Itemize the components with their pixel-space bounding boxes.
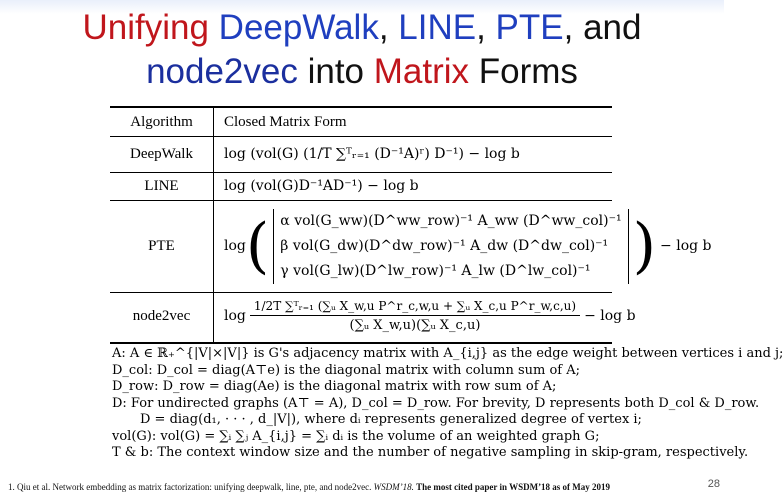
definition-item: T & b: The context window size and the number of negative sampling in skip-gram, respectively.	[112, 445, 749, 460]
citation-note: The most cited paper in WSDM’18 as of May 2019	[416, 482, 611, 492]
title-word: Matrix	[373, 52, 470, 91]
fraction-denominator: (∑ᵤ X_w,u)(∑ᵤ X_c,u)	[349, 318, 481, 333]
algorithm-name: LINE	[144, 177, 179, 194]
title-word: ,	[378, 8, 399, 47]
table-row-pte	[110, 200, 712, 293]
definition-item: D = diag(d₁, · · · , d_|V|), where dᵢ represents generalized degree of vertex i;	[140, 412, 642, 427]
table-row-line	[110, 172, 612, 201]
left-paren: (	[245, 211, 270, 281]
algorithm-name: node2vec	[132, 307, 191, 324]
title-word: , and	[563, 8, 642, 47]
definition-item: D: For undirected graphs (A⊤ = A), D_col = D_row. For brevity, D represents both D_col & D_row.	[112, 395, 760, 411]
closed-form-formula: log (vol(G) (1/T ∑ᵀᵣ₌₁ (D⁻¹A)ʳ) D⁻¹) − log b	[224, 146, 520, 162]
citation-footnote	[8, 481, 708, 493]
title-word: node2vec	[146, 52, 298, 91]
log-prefix: log	[224, 308, 246, 324]
title-word: Unifying	[82, 8, 219, 47]
table-row-node2vec	[110, 292, 636, 340]
title-word: PTE	[495, 8, 564, 47]
algorithm-name: PTE	[148, 237, 175, 254]
title-word: ,	[476, 8, 496, 47]
closed-form-formula	[224, 292, 636, 340]
fraction-numerator: 1/2T ∑ᵀᵣ₌₁ (∑ᵤ X_w,u P^r_c,w,u + ∑ᵤ X_c,u P^r_w,c,u)	[250, 299, 580, 316]
header-algorithm: Algorithm	[130, 113, 193, 130]
log-prefix: log	[224, 238, 246, 254]
matrix-line: β vol(G_dw)(D^dw_row)⁻¹ A_dw (D^dw_col)⁻¹	[280, 237, 609, 254]
title-word: into	[297, 52, 374, 91]
table-header-row	[110, 108, 612, 137]
closed-form-formula: log (vol(G)D⁻¹AD⁻¹) − log b	[224, 178, 419, 194]
matrix-forms-table	[110, 106, 712, 344]
definition-item: D_row: D_row = diag(Ae) is the diagonal matrix with row sum of A;	[112, 379, 557, 394]
definition-item: vol(G): vol(G) = ∑ᵢ ∑ⱼ A_{i,j} = ∑ᵢ dᵢ is the volume of an weighted graph G;	[112, 428, 600, 444]
algorithm-name: DeepWalk	[130, 145, 193, 162]
definition-item: A: A ∈ ℝ₊^{|V|×|V|} is G's adjacency matrix with A_{i,j} as the edge weight between vertices i and j;	[112, 346, 783, 361]
fraction	[250, 299, 580, 333]
title-word: DeepWalk	[218, 8, 379, 47]
matrix-line: γ vol(G_lw)(D^lw_row)⁻¹ A_lw (D^lw_col)⁻¹	[280, 262, 591, 279]
pte-matrix-block	[273, 209, 628, 284]
title-line-2	[0, 50, 724, 94]
title-word: LINE	[398, 8, 477, 47]
log-b-suffix: − log b	[660, 238, 712, 254]
citation-venue: WSDM’18.	[373, 482, 414, 492]
header-closed-form: Closed Matrix Form	[224, 113, 347, 130]
definition-item: D_col: D_col = diag(A⊤e) is the diagonal matrix with column sum of A;	[112, 362, 581, 378]
title-word: Forms	[469, 52, 578, 91]
matrix-line: α vol(G_ww)(D^ww_row)⁻¹ A_ww (D^ww_col)⁻¹	[280, 212, 622, 229]
log-b-suffix: − log b	[584, 308, 636, 324]
page-number: 28	[707, 478, 720, 490]
title-line-1	[0, 6, 724, 50]
citation-text: 1. Qiu et al. Network embedding as matrix factorization: unifying deepwalk, line, pte, and node2vec.	[8, 482, 372, 492]
table-row-deepwalk	[110, 136, 612, 173]
closed-form-formula	[224, 200, 712, 292]
definitions-list	[112, 346, 783, 462]
slide-title	[0, 6, 724, 94]
right-paren: )	[632, 211, 657, 281]
